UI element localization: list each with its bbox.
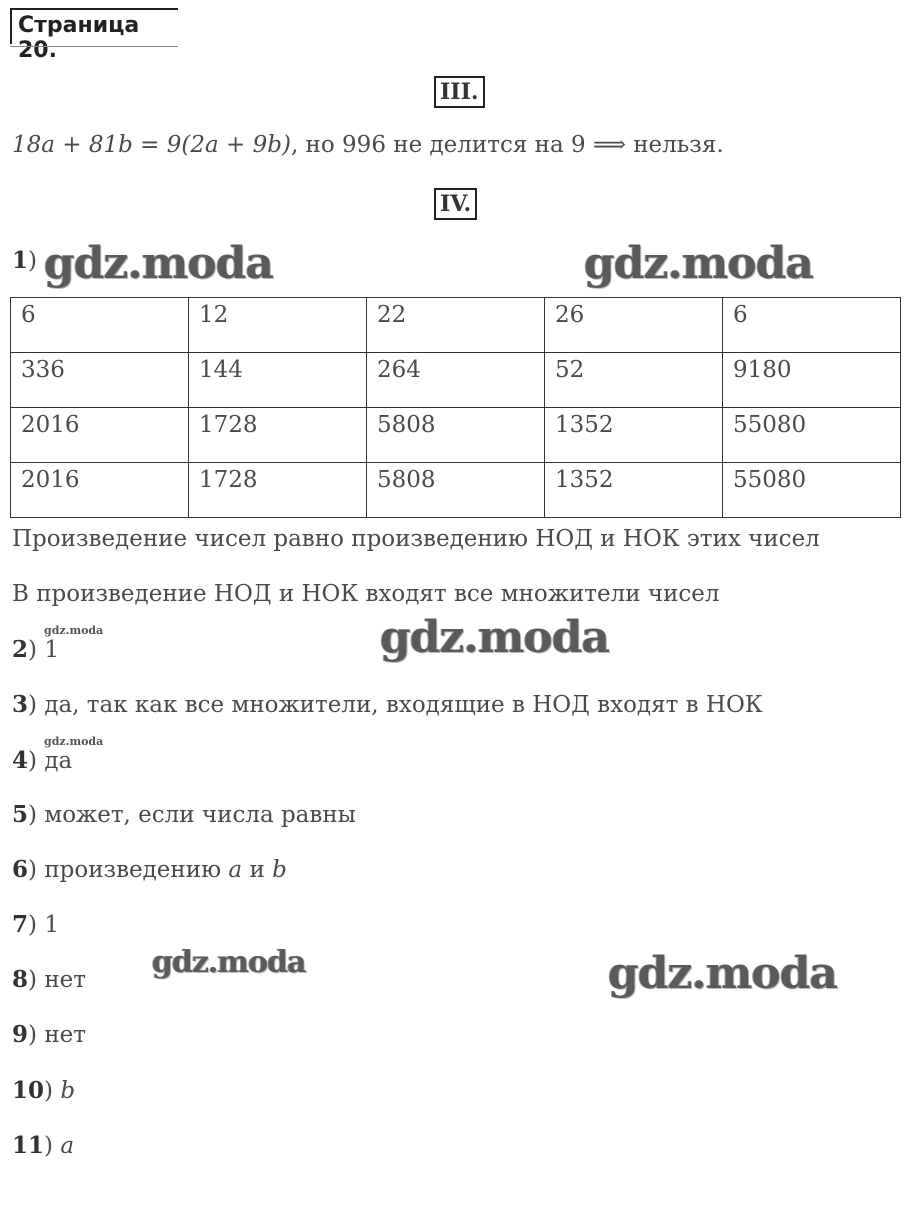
table-cell: 5808 [367, 463, 545, 518]
task-1-table [10, 297, 901, 518]
task-1-label: 1) [12, 247, 37, 274]
watermark-small-1: gdz.moda [44, 624, 104, 637]
answer-4: 4) да [12, 747, 73, 774]
watermark-5: gdz.moda [608, 948, 838, 999]
table-cell: 1352 [545, 463, 723, 518]
table-cell: 144 [189, 353, 367, 408]
table-cell: 55080 [723, 463, 901, 518]
table-cell: 52 [545, 353, 723, 408]
table-cell: 9180 [723, 353, 901, 408]
table-cell: 6 [723, 298, 901, 353]
table-cell: 6 [11, 298, 189, 353]
equation-rest: , но 996 не делится на 9 ⟹ нельзя. [290, 132, 724, 158]
page-label-text: Страница 20. [18, 13, 140, 63]
table-cell: 55080 [723, 408, 901, 463]
equation-lhs: 18a + 81b = 9(2a + 9b) [12, 132, 291, 158]
table-row [11, 408, 901, 463]
equation-line [12, 130, 724, 160]
answer-5: 5) может, если числа равны [12, 801, 356, 828]
table-cell: 336 [11, 353, 189, 408]
table-row [11, 353, 901, 408]
table-cell: 22 [367, 298, 545, 353]
table-cell: 5808 [367, 408, 545, 463]
page-label [10, 8, 178, 63]
answer-3: 3) да, так как все множители, входящие в НОД входят в НОК [12, 691, 763, 718]
table-row [11, 463, 901, 518]
table-cell: 1728 [189, 463, 367, 518]
answer-11: 11) a [12, 1132, 75, 1159]
note-1: Произведение чисел равно произведению НОД и НОК этих чисел [12, 526, 820, 552]
answer-6: 6) произведению a и b [12, 856, 287, 883]
watermark-3: gdz.moda [380, 612, 610, 663]
table-cell: 2016 [11, 463, 189, 518]
section-3-heading: III. [434, 76, 485, 108]
watermark-1: gdz.moda [44, 238, 274, 289]
answer-2: 2) 1 [12, 636, 59, 663]
watermark-small-2: gdz.moda [44, 735, 104, 748]
table-row [11, 298, 901, 353]
answer-9: 9) нет [12, 1021, 86, 1048]
page-label-underline [10, 46, 178, 47]
section-4-heading: IV. [434, 188, 477, 220]
watermark-2: gdz.moda [584, 238, 814, 289]
table-cell: 12 [189, 298, 367, 353]
table-cell: 1728 [189, 408, 367, 463]
answer-8: 8) нет [12, 966, 86, 993]
note-2: В произведение НОД и НОК входят все множители чисел [12, 581, 720, 607]
table-cell: 264 [367, 353, 545, 408]
table-cell: 26 [545, 298, 723, 353]
table-cell: 2016 [11, 408, 189, 463]
table-cell: 1352 [545, 408, 723, 463]
answer-7: 7) 1 [12, 911, 59, 938]
answer-10: 10) b [12, 1077, 76, 1104]
watermark-4: gdz.moda [152, 945, 306, 980]
